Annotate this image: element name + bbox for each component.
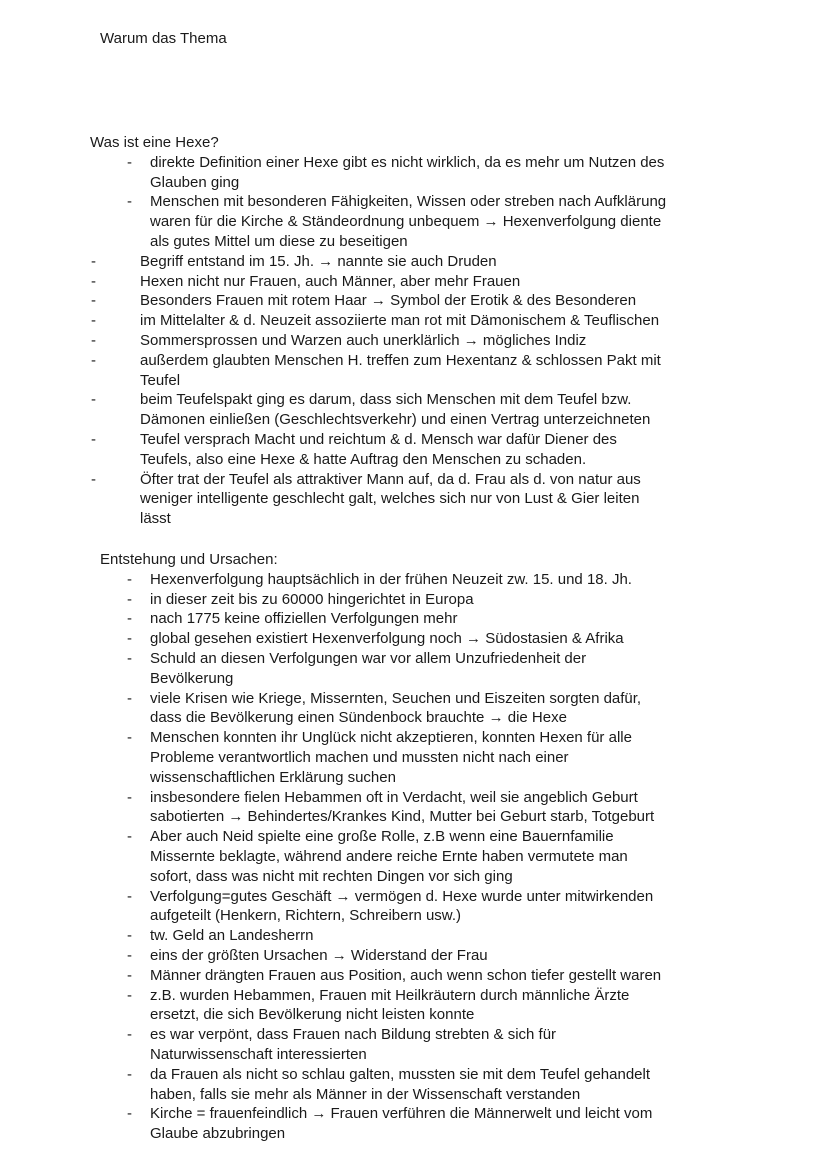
bullet-dash: - bbox=[127, 1065, 132, 1083]
list-item-line bbox=[0, 272, 828, 292]
list-item-line bbox=[0, 509, 828, 529]
bullet-dash: - bbox=[91, 331, 96, 349]
list-item-line bbox=[0, 708, 828, 728]
list-item-text: Glaube abzubringen bbox=[150, 1125, 286, 1143]
list-item-text: direkte Definition einer Hexe gibt es nicht wirklich, da es mehr um Nutzen des bbox=[150, 153, 665, 171]
list-item-line bbox=[0, 232, 828, 252]
list-item bbox=[0, 390, 828, 430]
list-item-line bbox=[0, 252, 828, 272]
section-heading: Entstehung und Ursachen: bbox=[100, 551, 278, 568]
list-item-text: Öfter trat der Teufel als attraktiver Mann auf, da d. Frau als d. von natur aus bbox=[140, 470, 641, 488]
bullet-dash: - bbox=[127, 927, 132, 945]
list-item bbox=[0, 966, 828, 986]
list-item bbox=[0, 1065, 828, 1105]
list-item-text: beim Teufelspakt ging es darum, dass sich Menschen mit dem Teufel bzw. bbox=[140, 391, 632, 409]
list-item-text: dass die Bevölkerung einen Sündenbock brauchte → die Hexe bbox=[150, 709, 567, 727]
list-item-text: ersetzt, die sich Bevölkerung nicht leisten konnte bbox=[150, 1006, 475, 1024]
list-item-line bbox=[0, 847, 828, 867]
list-item bbox=[0, 1025, 828, 1065]
list-item-line bbox=[0, 887, 828, 907]
list-item-line bbox=[0, 351, 828, 371]
bullet-dash: - bbox=[127, 570, 132, 588]
list-item bbox=[0, 986, 828, 1026]
list-item bbox=[0, 609, 828, 629]
list-item-text: tw. Geld an Landesherrn bbox=[150, 927, 314, 945]
list-item bbox=[0, 590, 828, 610]
bullet-dash: - bbox=[91, 430, 96, 448]
bullet-dash: - bbox=[127, 986, 132, 1004]
list-item bbox=[0, 649, 828, 689]
list-item-line bbox=[0, 649, 828, 669]
list-item-line bbox=[0, 410, 828, 430]
list-item bbox=[0, 192, 828, 251]
list-item-text: Aber auch Neid spielte eine große Rolle, z.B wenn eine Bauernfamilie bbox=[150, 828, 614, 846]
list-item-text: Bevölkerung bbox=[150, 669, 234, 687]
list-item-line bbox=[0, 1005, 828, 1025]
list-item bbox=[0, 926, 828, 946]
list-item-line bbox=[0, 1104, 828, 1124]
list-item-line bbox=[0, 291, 828, 311]
list-item-text: lässt bbox=[140, 510, 171, 528]
bullet-dash: - bbox=[127, 689, 132, 707]
bullet-dash: - bbox=[91, 470, 96, 488]
bullet-dash: - bbox=[91, 351, 96, 369]
list-item-text: viele Krisen wie Kriege, Missernten, Seuchen und Eiszeiten sorgten dafür, bbox=[150, 689, 642, 707]
bullet-dash: - bbox=[91, 292, 96, 310]
bullet-dash: - bbox=[127, 946, 132, 964]
list-item-text: Naturwissenschaft interessierten bbox=[150, 1045, 367, 1063]
list-item bbox=[0, 311, 828, 331]
list-item bbox=[0, 728, 828, 787]
list-item-line bbox=[0, 331, 828, 351]
list-item-text: Hexenverfolgung hauptsächlich in der frühen Neuzeit zw. 15. und 18. Jh. bbox=[150, 570, 632, 588]
list-item-line bbox=[0, 788, 828, 808]
list-item bbox=[0, 946, 828, 966]
list-item-line bbox=[0, 966, 828, 986]
list-item-line bbox=[0, 430, 828, 450]
section-was-ist-eine-hexe bbox=[0, 133, 828, 529]
list-item-text: weniger intelligente geschlecht galt, welches sich nur von Lust & Gier leiten bbox=[140, 490, 640, 508]
list-item bbox=[0, 470, 828, 529]
heading-line bbox=[0, 133, 828, 153]
list-item bbox=[0, 252, 828, 272]
list-item-text: Missernte beklagte, während andere reiche Ernte haben vermutete man bbox=[150, 847, 628, 865]
list-item-text: Männer drängten Frauen aus Position, auch wenn schon tiefer gestellt waren bbox=[150, 966, 662, 984]
list-item-line bbox=[0, 748, 828, 768]
list-item-line bbox=[0, 153, 828, 173]
list-item-line bbox=[0, 629, 828, 649]
bullet-dash: - bbox=[127, 729, 132, 747]
list-item-text: sofort, dass was nicht mit rechten Dingen vor sich ging bbox=[150, 867, 513, 885]
list-item bbox=[0, 788, 828, 828]
list-item-line bbox=[0, 173, 828, 193]
list-item-text: aufgeteilt (Henkern, Richtern, Schreibern usw.) bbox=[150, 907, 461, 925]
list-item bbox=[0, 570, 828, 590]
list-item-line bbox=[0, 192, 828, 212]
list-item bbox=[0, 272, 828, 292]
list-item-text: Dämonen einließen (Geschlechtsverkehr) und einen Vertrag unterzeichneten bbox=[140, 411, 651, 429]
list-item-text: global gesehen existiert Hexenverfolgung noch → Südostasien & Afrika bbox=[150, 630, 624, 648]
list-item-text: Menschen mit besonderen Fähigkeiten, Wissen oder streben nach Aufklärung bbox=[150, 193, 667, 211]
list-item-text: im Mittelalter & d. Neuzeit assoziierte man rot mit Dämonischem & Teuflischen bbox=[140, 312, 660, 330]
list-item bbox=[0, 827, 828, 886]
list-item-line bbox=[0, 590, 828, 610]
list-item-text: wissenschaftlichen Erklärung suchen bbox=[150, 768, 396, 786]
list-item-line bbox=[0, 768, 828, 788]
list-item bbox=[0, 153, 828, 193]
list-item-line bbox=[0, 212, 828, 232]
list-item-text: z.B. wurden Hebammen, Frauen mit Heilkräutern durch männliche Ärzte bbox=[150, 986, 630, 1004]
list-item-line bbox=[0, 1085, 828, 1105]
bullet-dash: - bbox=[127, 828, 132, 846]
bullet-dash: - bbox=[127, 966, 132, 984]
list-item-line bbox=[0, 1025, 828, 1045]
list-item-text: in dieser zeit bis zu 60000 hingerichtet in Europa bbox=[150, 590, 474, 608]
bullet-dash: - bbox=[127, 590, 132, 608]
list-item-line bbox=[0, 669, 828, 689]
list-item bbox=[0, 887, 828, 927]
bullet-dash: - bbox=[91, 391, 96, 409]
bullet-dash: - bbox=[127, 153, 132, 171]
list-item-line bbox=[0, 570, 828, 590]
list-item-line bbox=[0, 450, 828, 470]
bullet-dash: - bbox=[127, 193, 132, 211]
list-item-line bbox=[0, 689, 828, 709]
heading-line bbox=[0, 550, 828, 570]
list-item-line bbox=[0, 926, 828, 946]
section-entstehung-und-ursachen bbox=[0, 550, 828, 1144]
list-item-line bbox=[0, 489, 828, 509]
bullet-dash: - bbox=[91, 312, 96, 330]
list-item-text: da Frauen als nicht so schlau galten, mussten sie mit dem Teufel gehandelt bbox=[150, 1065, 651, 1083]
bullet-dash: - bbox=[127, 1105, 132, 1123]
list-item-line bbox=[0, 1045, 828, 1065]
list-item-line bbox=[0, 728, 828, 748]
list-item-line bbox=[0, 827, 828, 847]
bullet-dash: - bbox=[91, 252, 96, 270]
list-item-text: Schuld an diesen Verfolgungen war vor allem Unzufriedenheit der bbox=[150, 649, 587, 667]
list-item-line bbox=[0, 807, 828, 827]
list-item-text: waren für die Kirche & Ständeordnung unbequem → Hexenverfolgung diente bbox=[150, 213, 662, 231]
bullet-dash: - bbox=[127, 610, 132, 628]
list-item bbox=[0, 629, 828, 649]
list-item-line bbox=[0, 609, 828, 629]
list-item-text: eins der größten Ursachen → Widerstand der Frau bbox=[150, 946, 488, 964]
list-item bbox=[0, 331, 828, 351]
list-item-line bbox=[0, 1065, 828, 1085]
list-item-text: Hexen nicht nur Frauen, auch Männer, aber mehr Frauen bbox=[140, 272, 521, 290]
bullet-dash: - bbox=[127, 649, 132, 667]
list-item-text: Sommersprossen und Warzen auch unerklärlich → mögliches Indiz bbox=[140, 331, 587, 349]
bullet-dash: - bbox=[127, 630, 132, 648]
list-item-text: insbesondere fielen Hebammen oft in Verdacht, weil sie angeblich Geburt bbox=[150, 788, 638, 806]
list-item bbox=[0, 351, 828, 391]
list-item-text: haben, falls sie mehr als Männer in der Wissenschaft verstanden bbox=[150, 1085, 581, 1103]
list-item-line bbox=[0, 986, 828, 1006]
bullet-dash: - bbox=[127, 1026, 132, 1044]
list-item-text: Teufels, also eine Hexe & hatte Auftrag den Menschen zu schaden. bbox=[140, 450, 587, 468]
bullet-dash: - bbox=[91, 272, 96, 290]
list-item bbox=[0, 689, 828, 729]
list-item-text: Verfolgung=gutes Geschäft → vermögen d. Hexe wurde unter mitwirkenden bbox=[150, 887, 654, 905]
list-item-text: Teufel bbox=[140, 371, 181, 389]
list-item-line bbox=[0, 311, 828, 331]
list-item-line bbox=[0, 1124, 828, 1144]
list-item-text: Besonders Frauen mit rotem Haar → Symbol der Erotik & des Besonderen bbox=[140, 292, 637, 310]
list-item-text: nach 1775 keine offiziellen Verfolgungen mehr bbox=[150, 610, 458, 628]
list-item-text: Kirche = frauenfeindlich → Frauen verführen die Männerwelt und leicht vom bbox=[150, 1105, 653, 1123]
list-item-text: Glauben ging bbox=[150, 173, 240, 191]
list-item-text: Probleme verantwortlich machen und mussten nicht nach einer bbox=[150, 748, 569, 766]
list-item bbox=[0, 1104, 828, 1144]
list-item-text: sabotierten → Behindertes/Krankes Kind, Mutter bei Geburt starb, Totgeburt bbox=[150, 808, 655, 826]
list-item-line bbox=[0, 867, 828, 887]
list-item-line bbox=[0, 371, 828, 391]
list-item-line bbox=[0, 470, 828, 490]
list-item-line bbox=[0, 906, 828, 926]
list-item-text: als gutes Mittel um diese zu beseitigen bbox=[150, 232, 408, 250]
list-item-text: Teufel versprach Macht und reichtum & d. Mensch war dafür Diener des bbox=[140, 430, 617, 448]
bullet-dash: - bbox=[127, 788, 132, 806]
list-item bbox=[0, 430, 828, 470]
list-item-text: es war verpönt, dass Frauen nach Bildung strebten & sich für bbox=[150, 1026, 557, 1044]
list-item-text: Menschen konnten ihr Unglück nicht akzeptieren, konnten Hexen für alle bbox=[150, 729, 632, 747]
section-heading: Was ist eine Hexe? bbox=[90, 134, 219, 151]
bullet-dash: - bbox=[127, 887, 132, 905]
list-item-text: außerdem glaubten Menschen H. treffen zum Hexentanz & schlossen Pakt mit bbox=[140, 351, 661, 369]
list-item-line bbox=[0, 946, 828, 966]
document-title: Warum das Thema bbox=[100, 30, 227, 47]
list-item-text: Begriff entstand im 15. Jh. → nannte sie auch Druden bbox=[140, 252, 497, 270]
list-item bbox=[0, 291, 828, 311]
list-item-line bbox=[0, 390, 828, 410]
